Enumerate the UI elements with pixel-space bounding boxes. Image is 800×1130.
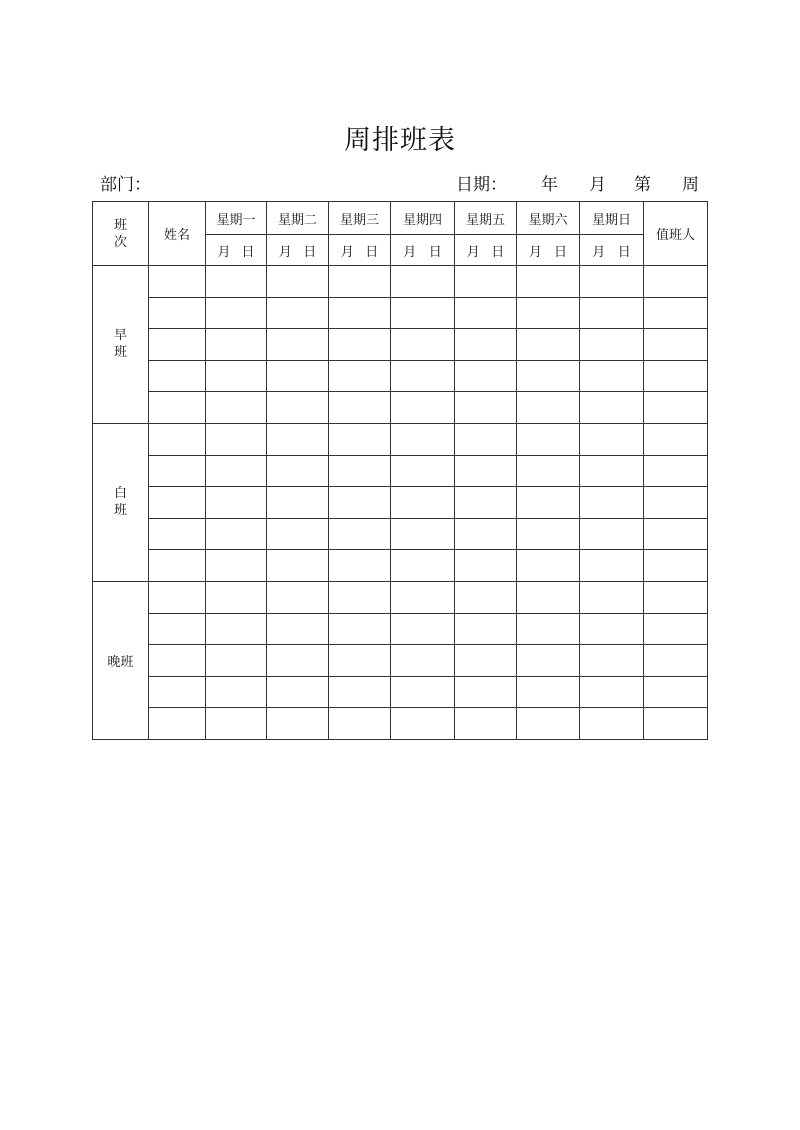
schedule-cell[interactable] (455, 518, 517, 550)
schedule-cell[interactable] (206, 708, 267, 740)
schedule-cell[interactable] (580, 708, 644, 740)
schedule-cell[interactable] (644, 581, 708, 613)
schedule-cell[interactable] (267, 329, 329, 361)
schedule-cell[interactable] (149, 708, 206, 740)
table-row (93, 392, 708, 424)
month-label: 月 (217, 244, 231, 260)
name-header: 姓名 (149, 202, 206, 266)
schedule-cell[interactable] (455, 297, 517, 329)
schedule-cell[interactable] (517, 613, 580, 645)
shift-label-cell (93, 581, 149, 739)
table-row (93, 360, 708, 392)
month-day-cell (206, 235, 267, 266)
schedule-table (92, 201, 708, 740)
day-label: 日 (617, 244, 631, 260)
schedule-cell[interactable] (149, 455, 206, 487)
table-row (93, 518, 708, 550)
schedule-cell[interactable] (206, 423, 267, 455)
schedule-cell[interactable] (517, 360, 580, 392)
schedule-cell[interactable] (391, 708, 455, 740)
schedule-cell[interactable] (149, 581, 206, 613)
schedule-cell[interactable] (329, 392, 391, 424)
schedule-cell[interactable] (149, 487, 206, 519)
month-label: 月 (340, 244, 354, 260)
schedule-cell[interactable] (517, 487, 580, 519)
schedule-cell[interactable] (517, 676, 580, 708)
schedule-cell[interactable] (580, 360, 644, 392)
table-row (93, 708, 708, 740)
schedule-cell[interactable] (267, 423, 329, 455)
schedule-cell[interactable] (517, 392, 580, 424)
schedule-cell[interactable] (267, 676, 329, 708)
schedule-cell[interactable] (455, 708, 517, 740)
schedule-cell[interactable] (329, 329, 391, 361)
schedule-cell[interactable] (391, 645, 455, 677)
schedule-cell[interactable] (391, 581, 455, 613)
schedule-cell[interactable] (149, 613, 206, 645)
schedule-cell[interactable] (517, 423, 580, 455)
schedule-cell[interactable] (455, 581, 517, 613)
day-label: 日 (241, 244, 255, 260)
day-label: 日 (303, 244, 317, 260)
schedule-cell[interactable] (644, 392, 708, 424)
schedule-cell[interactable] (329, 550, 391, 582)
schedule-cell[interactable] (206, 455, 267, 487)
month-day-cell (517, 235, 580, 266)
shift-label-cell (93, 423, 149, 581)
schedule-cell[interactable] (391, 392, 455, 424)
schedule-cell[interactable] (455, 676, 517, 708)
schedule-cell[interactable] (580, 550, 644, 582)
schedule-cell[interactable] (517, 266, 580, 298)
schedule-cell[interactable] (206, 329, 267, 361)
schedule-cell[interactable] (267, 550, 329, 582)
schedule-cell[interactable] (580, 455, 644, 487)
schedule-cell[interactable] (580, 392, 644, 424)
schedule-cell[interactable] (206, 266, 267, 298)
month-day-cell (267, 235, 329, 266)
schedule-cell[interactable] (206, 487, 267, 519)
schedule-cell[interactable] (580, 297, 644, 329)
schedule-cell[interactable] (329, 423, 391, 455)
schedule-cell[interactable] (580, 487, 644, 519)
schedule-cell[interactable] (644, 329, 708, 361)
schedule-cell[interactable] (329, 581, 391, 613)
month-label: 月 (528, 244, 542, 260)
table-row (93, 329, 708, 361)
schedule-cell[interactable] (206, 518, 267, 550)
table-row (93, 645, 708, 677)
schedule-cell[interactable] (391, 487, 455, 519)
month-label: 月 (466, 244, 480, 260)
shift-label: 早 班 (113, 328, 127, 361)
schedule-cell[interactable] (517, 518, 580, 550)
schedule-cell[interactable] (580, 676, 644, 708)
day-label: 日 (428, 244, 442, 260)
table-row (93, 581, 708, 613)
schedule-cell[interactable] (644, 676, 708, 708)
schedule-cell[interactable] (329, 487, 391, 519)
schedule-cell[interactable] (455, 645, 517, 677)
schedule-cell[interactable] (644, 645, 708, 677)
schedule-cell[interactable] (455, 423, 517, 455)
schedule-cell[interactable] (455, 455, 517, 487)
page-title: 周排班表 (344, 125, 456, 156)
schedule-cell[interactable] (517, 708, 580, 740)
schedule-cell[interactable] (391, 613, 455, 645)
schedule-cell[interactable] (580, 423, 644, 455)
schedule-cell[interactable] (206, 297, 267, 329)
date-week-prefix: 第 (634, 175, 651, 195)
day-header: 星期一 (206, 202, 267, 235)
day-header: 星期日 (580, 202, 644, 235)
table-row (93, 266, 708, 298)
schedule-cell[interactable] (455, 487, 517, 519)
duty-header: 值班人 (644, 202, 708, 266)
day-header: 星期五 (455, 202, 517, 235)
table-row (93, 297, 708, 329)
schedule-cell[interactable] (455, 392, 517, 424)
schedule-cell[interactable] (580, 518, 644, 550)
schedule-cell[interactable] (267, 297, 329, 329)
schedule-cell[interactable] (206, 392, 267, 424)
shift-label: 白 班 (113, 486, 127, 519)
schedule-cell[interactable] (267, 708, 329, 740)
schedule-cell[interactable] (580, 581, 644, 613)
schedule-cell[interactable] (206, 360, 267, 392)
schedule-cell[interactable] (391, 518, 455, 550)
schedule-cell[interactable] (329, 266, 391, 298)
schedule-cell[interactable] (267, 487, 329, 519)
month-label: 月 (278, 244, 292, 260)
schedule-cell[interactable] (517, 581, 580, 613)
table-row (93, 455, 708, 487)
schedule-cell[interactable] (329, 645, 391, 677)
schedule-cell[interactable] (391, 329, 455, 361)
shift-label-cell (93, 266, 149, 424)
schedule-cell[interactable] (517, 550, 580, 582)
schedule-cell[interactable] (267, 360, 329, 392)
schedule-cell[interactable] (267, 613, 329, 645)
table-row (93, 676, 708, 708)
schedule-cell[interactable] (149, 297, 206, 329)
schedule-cell[interactable] (391, 266, 455, 298)
schedule-cell[interactable] (267, 455, 329, 487)
schedule-cell[interactable] (517, 297, 580, 329)
schedule-cell[interactable] (329, 518, 391, 550)
day-header: 星期二 (267, 202, 329, 235)
schedule-cell[interactable] (455, 613, 517, 645)
schedule-cell[interactable] (149, 266, 206, 298)
schedule-cell[interactable] (455, 550, 517, 582)
day-label: 日 (365, 244, 379, 260)
schedule-cell[interactable] (267, 266, 329, 298)
date-year-label: 年 (541, 175, 558, 195)
month-day-cell (580, 235, 644, 266)
schedule-cell[interactable] (644, 518, 708, 550)
schedule-cell[interactable] (206, 645, 267, 677)
schedule-cell[interactable] (267, 645, 329, 677)
schedule-cell[interactable] (149, 645, 206, 677)
month-day-cell (329, 235, 391, 266)
schedule-cell[interactable] (149, 360, 206, 392)
schedule-cell[interactable] (517, 645, 580, 677)
day-header: 星期三 (329, 202, 391, 235)
schedule-cell[interactable] (644, 266, 708, 298)
month-label: 月 (403, 244, 417, 260)
schedule-cell[interactable] (517, 455, 580, 487)
schedule-cell[interactable] (329, 676, 391, 708)
schedule-cell[interactable] (206, 676, 267, 708)
schedule-cell[interactable] (391, 455, 455, 487)
shift-label: 晚班 (107, 654, 134, 670)
schedule-cell[interactable] (580, 613, 644, 645)
shift-header: 班 次 (113, 217, 127, 250)
schedule-cell[interactable] (644, 550, 708, 582)
department-label: 部门： (100, 175, 151, 195)
schedule-cell[interactable] (149, 392, 206, 424)
schedule-cell[interactable] (267, 392, 329, 424)
schedule-cell[interactable] (644, 613, 708, 645)
schedule-cell[interactable] (455, 266, 517, 298)
schedule-cell[interactable] (149, 550, 206, 582)
schedule-cell[interactable] (206, 613, 267, 645)
schedule-cell[interactable] (455, 329, 517, 361)
schedule-cell[interactable] (206, 581, 267, 613)
schedule-cell[interactable] (149, 518, 206, 550)
day-label: 日 (491, 244, 505, 260)
shift-header-cell (93, 202, 149, 266)
month-day-cell (391, 235, 455, 266)
schedule-cell[interactable] (644, 487, 708, 519)
table-row (93, 487, 708, 519)
date-month-label: 月 (589, 175, 606, 195)
day-header: 星期四 (391, 202, 455, 235)
schedule-cell[interactable] (391, 676, 455, 708)
schedule-cell[interactable] (644, 455, 708, 487)
schedule-cell[interactable] (517, 329, 580, 361)
schedule-cell[interactable] (644, 297, 708, 329)
schedule-cell[interactable] (267, 581, 329, 613)
schedule-cell[interactable] (580, 329, 644, 361)
month-day-cell (455, 235, 517, 266)
schedule-cell[interactable] (644, 360, 708, 392)
schedule-cell[interactable] (329, 455, 391, 487)
date-week-suffix: 周 (682, 175, 699, 195)
schedule-cell[interactable] (644, 423, 708, 455)
date-label: 日期： (456, 175, 507, 195)
schedule-cell[interactable] (455, 360, 517, 392)
schedule-cell[interactable] (391, 423, 455, 455)
table-row (93, 423, 708, 455)
schedule-cell[interactable] (329, 360, 391, 392)
schedule-cell[interactable] (149, 676, 206, 708)
month-label: 月 (592, 244, 606, 260)
table-row (93, 550, 708, 582)
day-header: 星期六 (517, 202, 580, 235)
schedule-cell[interactable] (644, 708, 708, 740)
schedule-cell[interactable] (329, 297, 391, 329)
schedule-cell[interactable] (391, 297, 455, 329)
table-row (93, 613, 708, 645)
day-label: 日 (553, 244, 567, 260)
schedule-cell[interactable] (580, 645, 644, 677)
schedule-cell[interactable] (329, 708, 391, 740)
schedule-cell[interactable] (149, 423, 206, 455)
schedule-cell[interactable] (149, 329, 206, 361)
schedule-cell[interactable] (329, 613, 391, 645)
schedule-cell[interactable] (267, 518, 329, 550)
schedule-cell[interactable] (391, 550, 455, 582)
schedule-cell[interactable] (206, 550, 267, 582)
schedule-cell[interactable] (391, 360, 455, 392)
schedule-cell[interactable] (580, 266, 644, 298)
